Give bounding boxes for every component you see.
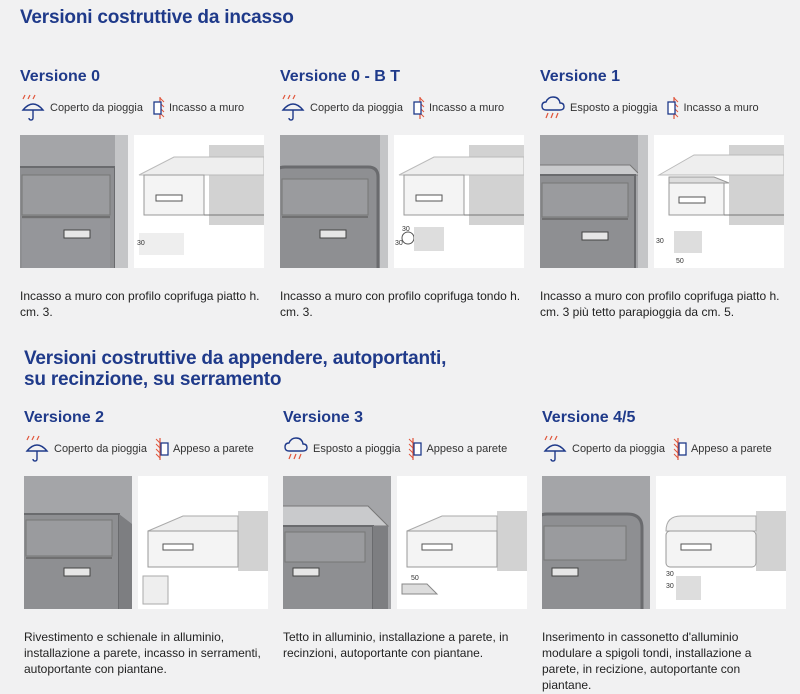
rain-cloud-icon bbox=[540, 94, 566, 122]
mount-label: Incasso a muro bbox=[428, 102, 505, 114]
mount-tag bbox=[673, 437, 772, 461]
mount-tag bbox=[151, 96, 244, 120]
version-card-2 bbox=[24, 409, 269, 677]
technical-drawing bbox=[654, 135, 784, 268]
product-photo bbox=[24, 476, 132, 609]
version-card-1 bbox=[540, 68, 785, 320]
weather-label: Coperto da pioggia bbox=[54, 443, 147, 455]
umbrella-icon bbox=[20, 94, 46, 122]
version-description: Tetto in alluminio, installazione a parete, in recinzioni, autoportante con piantane. bbox=[283, 630, 509, 660]
rain-cloud-icon bbox=[283, 435, 309, 463]
version-title: Versione 4/5 bbox=[542, 409, 636, 426]
product-photo bbox=[280, 135, 388, 268]
version-description: Incasso a muro con profilo coprifuga piatto h. cm. 3 più tetto parapioggia da cm. 5. bbox=[540, 289, 780, 319]
version-card-0-bt bbox=[280, 68, 525, 320]
wall-hang-icon bbox=[673, 437, 687, 461]
section-title-line2: su recinzione, su serramento bbox=[24, 369, 282, 390]
weather-tag bbox=[24, 435, 147, 463]
umbrella-icon bbox=[542, 435, 568, 463]
mount-label: Appeso a parete bbox=[690, 443, 772, 455]
weather-label: Esposto a pioggia bbox=[570, 102, 658, 114]
dimension-label: 30 bbox=[137, 240, 145, 247]
mount-label: Appeso a parete bbox=[426, 443, 508, 455]
wall-recess-icon bbox=[665, 96, 679, 120]
dimension-label: 30 bbox=[656, 238, 664, 245]
version-title: Versione 0 - B T bbox=[280, 68, 401, 85]
dimension-label: 30 bbox=[402, 226, 410, 233]
dimension-label: 50 bbox=[411, 575, 419, 582]
weather-tag bbox=[283, 435, 400, 463]
mount-label: Incasso a muro bbox=[683, 102, 759, 114]
version-title: Versione 1 bbox=[540, 68, 621, 85]
mount-tag bbox=[408, 437, 507, 461]
wall-recess-icon bbox=[411, 96, 425, 120]
section-title-incasso: Versioni costruttive da incasso bbox=[20, 7, 294, 28]
product-photo bbox=[20, 135, 128, 268]
dimension-label: 30 bbox=[395, 240, 403, 247]
weather-label: Coperto da pioggia bbox=[50, 102, 143, 114]
version-description: Incasso a muro con profilo coprifuga piatto h. cm. 3. bbox=[20, 289, 260, 319]
wall-hang-icon bbox=[155, 437, 169, 461]
version-description: Inserimento in cassonetto d'alluminio modulare a spigoli tondi, installazione a parete, in recizione, autoportante con piantane. bbox=[542, 630, 752, 692]
technical-drawing bbox=[397, 476, 527, 609]
technical-drawing bbox=[134, 135, 264, 268]
mount-label: Incasso a muro bbox=[168, 102, 245, 114]
wall-hang-icon bbox=[408, 437, 422, 461]
dimension-label: 30 bbox=[666, 583, 674, 590]
technical-drawing bbox=[656, 476, 786, 609]
technical-drawing bbox=[138, 476, 268, 609]
technical-drawing bbox=[394, 135, 524, 268]
section-title-line1: Versioni costruttive da appendere, autoportanti, bbox=[24, 348, 447, 369]
weather-label: Coperto da pioggia bbox=[310, 102, 403, 114]
product-photo bbox=[542, 476, 650, 609]
version-title: Versione 0 bbox=[20, 68, 101, 85]
mount-tag bbox=[155, 437, 254, 461]
product-photo bbox=[283, 476, 391, 609]
wall-recess-icon bbox=[151, 96, 165, 120]
version-title: Versione 3 bbox=[283, 409, 364, 426]
section-title-appendere bbox=[24, 348, 446, 390]
version-card-0 bbox=[20, 68, 265, 320]
mount-label: Appeso a parete bbox=[172, 443, 254, 455]
dimension-label: 50 bbox=[676, 258, 684, 265]
version-card-4-5 bbox=[542, 409, 787, 693]
weather-tag bbox=[540, 94, 657, 122]
version-card-3 bbox=[283, 409, 528, 661]
dimension-label: 30 bbox=[666, 571, 674, 578]
umbrella-icon bbox=[24, 435, 50, 463]
version-title: Versione 2 bbox=[24, 409, 105, 426]
weather-tag bbox=[280, 94, 403, 122]
weather-tag bbox=[542, 435, 665, 463]
mount-tag bbox=[411, 96, 504, 120]
weather-label: Esposto a pioggia bbox=[313, 443, 401, 455]
weather-tag bbox=[20, 94, 143, 122]
weather-label: Coperto da pioggia bbox=[572, 443, 665, 455]
mount-tag bbox=[665, 96, 758, 120]
product-photo bbox=[540, 135, 648, 268]
version-description: Rivestimento e schienale in alluminio, installazione a parete, incasso in serramenti, autoportante con piantane. bbox=[24, 630, 261, 676]
version-description: Incasso a muro con profilo coprifuga tondo h. cm. 3. bbox=[280, 289, 521, 319]
umbrella-icon bbox=[280, 94, 306, 122]
